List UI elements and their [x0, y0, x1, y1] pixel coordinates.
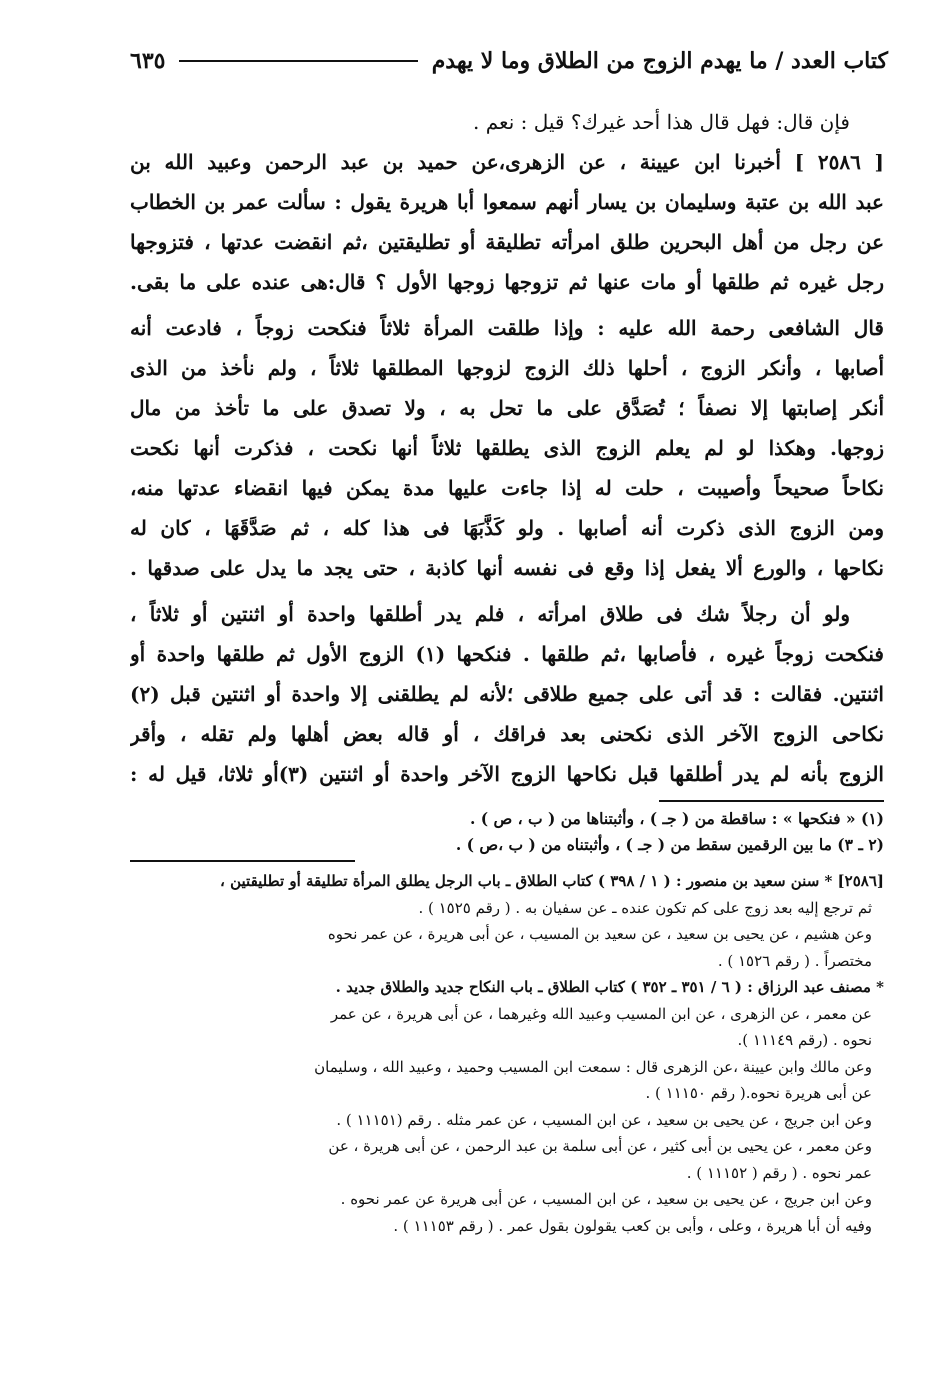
text-line: ولو أن رجلاً شك فى طلاق امرأته ، فلم يدر أطلقها واحدة أو اثنتين أو ثلاثاً ،: [130, 602, 850, 626]
footnote-rule: [659, 800, 884, 802]
source-line: [٢٥٨٦] * سنن سعيد بن منصور : ( ١ / ٣٩٨ ) كتاب الطلاق ـ باب الرجل يطلق المرأة تطليقة أو تطليقتين ،: [220, 872, 884, 890]
page-number: ٦٣٥: [130, 48, 166, 74]
text-line: نكاحى الزوج الآخر الذى نكحنى بعد فراقك ، أو قاله بعض أهلها ولم تقله ، وأقر: [130, 722, 884, 746]
source-line: عمر نحوه . ( رقم ( ١١١٥٢ ) .: [686, 1163, 872, 1182]
text-line: نكاحاً صحيحاً وأصيبت ، حلت له إذا جاءت عليها مدة يمكن فيها انقضاء عدتها منه،: [130, 476, 884, 500]
text-line: [ ٢٥٨٦ ] أخبرنا ابن عيينة ، عن الزهرى،عن حميد بن عبد الرحمن وعبيد الله بن: [130, 150, 884, 174]
source-line: وعن ابن جريج ، عن يحيى بن سعيد ، عن ابن المسيب ، عن عمر مثله . رقم (١١١٥١ ) .: [336, 1110, 872, 1129]
source-line: وعن معمر ، عن يحيى بن أبى كثير ، عن أبى سلمة بن عبد الرحمن ، عن أبى هريرة ، عن: [328, 1137, 872, 1155]
text-line: فنكحت زوجاً غيره ، فأصابها ،ثم طلقها . فنكحها (١) الزوج الأول ثم طلقها واحدة أو: [130, 642, 884, 666]
text-line: زوجها. وهكذا لو لم يعلم الزوج الذى يطلقها ثلاثاً أنها نكحت ، فذكرت أنها نكحت: [130, 436, 884, 460]
source-line: عن أبى هريرة نحوه.( رقم ١١١٥٠ ) .: [645, 1084, 872, 1102]
sources-rule: [130, 860, 355, 862]
text-line: عن رجل من أهل البحرين طلق امرأته تطليقة أو تطليقتين ،ثم انقضت عدتها ، فتزوجها: [130, 230, 884, 254]
source-line: نحوه . (رقم ١١١٤٩ ).: [737, 1031, 872, 1049]
text-line: عبد الله بن عتبة وسليمان بن يسار أنهم سمعوا أبا هريرة يقول : سألت عمر بن الخطاب: [130, 190, 884, 214]
text-line: نكاحها ، والورع ألا يفعل إذا وقع فى نفسه أنها كاذبة ، حتى يجد ما يدل على صدقها .: [130, 556, 884, 580]
footnote: (٢ ـ ٣) ما بين الرقمين سقط من ( جـ ) ، وأثبتناه من ( ب ،ص ) .: [455, 835, 884, 854]
source-line: وفيه أن أبا هريرة ، وعلى ، وأبى بن كعب يقولون بقول عمر . ( رقم ١١١٥٣ ) .: [393, 1216, 872, 1235]
source-notes: [130, 868, 884, 1239]
text-line: الزوج بأنه لم يدر أطلقها قبل نكاحها الزوج الآخر واحدة أو اثنتين (٣)أو ثلاثا، قيل له :: [130, 762, 884, 786]
footnote: (١) « فنكحها » : ساقطة من ( جـ ) ، وأثبتناها من ( ب ، ص ) .: [469, 809, 884, 828]
source-line: مختصراً . ( رقم ١٥٢٦ ) .: [717, 951, 872, 970]
text-line: ومن الزوج الذى ذكرت أنه أصابها . ولو كَذَّبَهَا فى هذا كله ، ثم صَدَّقَهَا ، كان له: [130, 516, 884, 540]
text-line: اثنتين. فقالت : قد أتى على جميع طلاقى ؛لأنه لم يطلقنى إلا واحدة أو اثنتين قبل (٢): [130, 682, 884, 706]
source-line: * مصنف عبد الرزاق : ( ٦ / ٣٥١ ـ ٣٥٢ ) كتاب الطلاق ـ باب النكاح جديد والطلاق جديد .: [335, 978, 884, 996]
header-rule: [179, 60, 417, 62]
page-body: [130, 102, 884, 1239]
source-line: عن معمر ، عن الزهرى ، عن ابن المسيب وعبيد الله وغيرهما ، عن أبى هريرة ، عن عمر: [330, 1004, 872, 1023]
running-header: [130, 48, 888, 74]
source-line: وعن ابن جريج ، عن يحيى بن سعيد ، عن ابن المسيب ، عن أبى هريرة عن عمر نحوه .: [340, 1190, 872, 1208]
text-line: رجل غيره ثم طلقها أو مات عنها ثم تزوجها زوجها الأول ؟ قال:هى عنده على ما بقى.: [130, 270, 884, 294]
text-line: أصابها ، وأنكر الزوج ، أحلها ذلك الزوج لزوجها المطلقها ثلاثاً ، ولم نأخذ من الذى: [130, 356, 884, 380]
text-line: قال الشافعى رحمة الله عليه : وإذا طلقت المرأة ثلاثاً فنكحت زوجاً ، فادعت أنه: [130, 316, 884, 340]
chapter-title: كتاب العدد / ما يهدم الزوج من الطلاق وما لا يهدم: [431, 48, 888, 74]
source-line: وعن مالك وابن عيينة ،عن الزهرى قال : سمعت ابن المسيب وحميد ، وعبيد الله ، وسليمان: [314, 1057, 872, 1076]
source-line: ثم ترجع إليه بعد زوج على كم تكون عنده ـ عن سفيان به . ( رقم ١٥٢٥ ) .: [418, 898, 872, 917]
text-line: أنكر إصابتها إلا نصفاً ؛ تُصَدَّق على ما تحل به ، ولا تصدق على ما تأخذ من مال: [130, 396, 884, 420]
source-line: وعن هشيم ، عن يحيى بن سعيد ، عن سعيد بن المسيب ، عن أبى هريرة ، عن عمر نحوه: [327, 925, 872, 943]
text-line: فإن قال: فهل قال هذا أحد غيرك؟ قيل : نعم .: [473, 110, 850, 134]
